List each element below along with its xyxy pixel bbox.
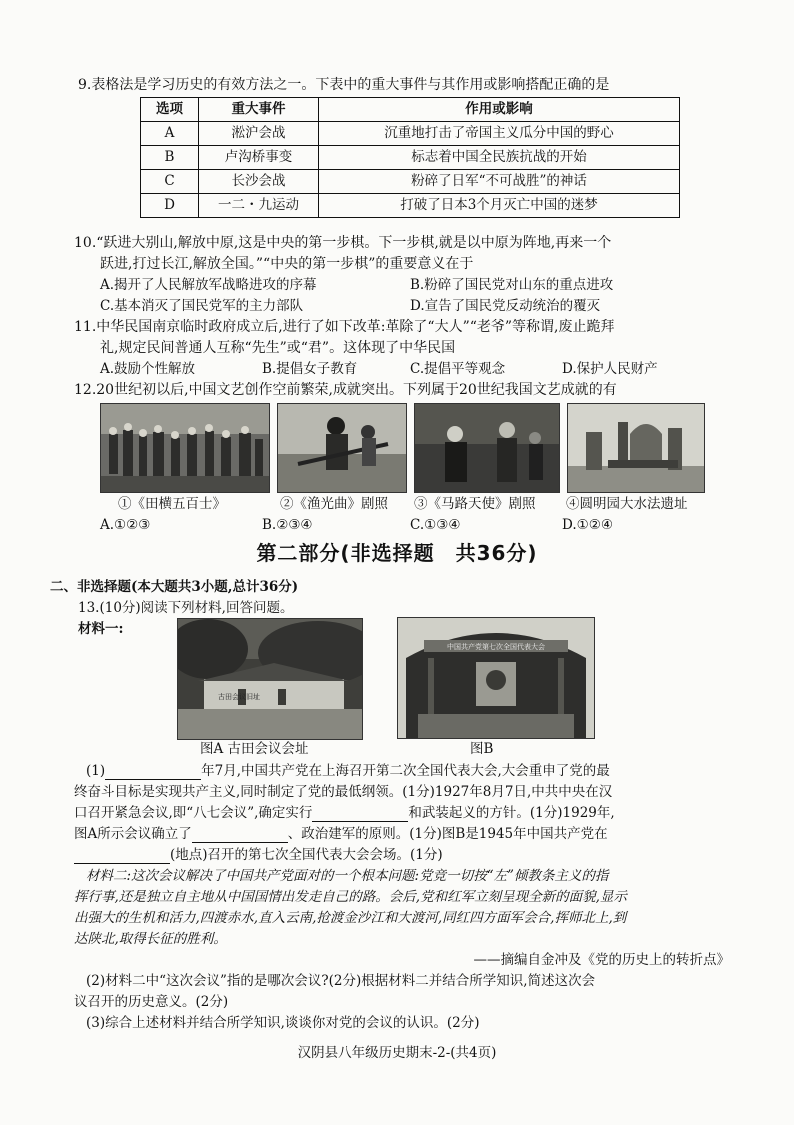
film-yu-guang-qu-image [277,403,407,493]
q13-part1-line4-a: 图A所示会议确立了 [74,826,192,842]
q12-option-a: A.①②③ [100,517,151,533]
cell-option: B [141,146,199,170]
q13-part1-line3-b: 和武装起义的方针。(1分)1929年, [408,805,615,821]
q11-stem-line2: 礼,规定民间普通人互称“先生”或“君”。这体现了中华民国 [100,340,456,356]
q10-option-c: C.基本消灭了国民党军的主力部队 [100,298,304,314]
table-row [141,122,680,146]
figA-caption: 图A 古田会议会址 [200,741,309,757]
material2-line1: 材料二:这次会议解决了中国共产党面对的一个根本问题:党竞一切按“左”倾教条主义的指 [86,868,609,884]
section-heading: 二、非选择题(本大题共3小题,总计36分) [50,579,299,595]
material1-label: 材料一: [78,621,124,637]
q10-option-a: A.揭开了人民解放军战略进攻的序幕 [100,277,317,293]
answer-blank[interactable] [192,828,288,843]
q10-option-d: D.宣告了国民党反动统治的覆灭 [410,298,601,314]
cell-effect: 标志着中国全民族抗战的开始 [319,146,680,170]
material2-line2: 挥行事,还是独立自主地从中国国情出发走自己的路。会后,党和红军立刻呈现全新的面貌,显示 [74,889,627,905]
caption-2: ②《渔光曲》剧照 [280,496,388,512]
q10-stem-line1: 10.“跃进大别山,解放中原,这是中央的第一步棋。下一步棋,就是以中原为阵地,再来一个 [74,235,612,251]
film-ma-lu-tian-shi-image [414,403,560,493]
material2-line3: 出强大的生机和活力,四渡赤水,直入云南,抢渡金沙江和大渡河,同红四方面军会合,挥师北上,到 [74,910,627,926]
header-event: 重大事件 [199,98,319,122]
header-option: 选项 [141,98,199,122]
answer-blank[interactable] [105,765,201,780]
q11-option-a: A.鼓励个性解放 [100,361,196,377]
q11-option-c: C.提倡平等观念 [410,361,506,377]
q13-part1-line5-text: (地点)召开的第七次全国代表大会会场。(1分) [170,847,443,863]
painting-tian-heng-image [100,403,270,493]
cell-option: C [141,170,199,194]
q12-option-b: B.②③④ [262,517,313,533]
cell-effect: 打破了日本3个月灭亡中国的迷梦 [319,194,680,218]
figB-caption: 图B [470,741,494,757]
page-footer: 汉阴县八年级历史期末-2-(共4页) [297,1045,497,1061]
q9-table [140,97,680,218]
gutian-site-image [177,618,363,740]
cell-event: 淞沪会战 [199,122,319,146]
q13-part1-line4 [74,825,734,843]
table-row [141,146,680,170]
q13-part1-line2: 终奋斗目标是实现共产主义,同时制定了党的最低纲领。(1分)1927年8月7日,中共中央在汉 [74,784,613,800]
cell-event: 一二・九运动 [199,194,319,218]
q11-option-d: D.保护人民财产 [562,361,658,377]
caption-4: ④圆明园大水法遗址 [566,496,688,512]
table-row [141,194,680,218]
q12-option-c: C.①③④ [410,517,461,533]
q13-part1-line1 [86,762,734,780]
q13-part1-line4-b: 、政治建军的原则。(1分)图B是1945年中国共产党在 [287,826,608,842]
q11-stem-line1: 11.中华民国南京临时政府成立后,进行了如下改革:革除了“大人”“老爷”等称谓,废止跪拜 [74,319,615,335]
q13-part1-line3 [74,804,734,822]
q13-part1-text: 年7月,中国共产党在上海召开第二次全国代表大会,大会重申了党的最 [201,763,610,779]
cell-effect: 粉碎了日军“不可战胜”的神话 [319,170,680,194]
answer-blank[interactable] [312,807,408,822]
header-effect: 作用或影响 [319,98,680,122]
q13-part3: (3)综合上述材料并结合所学知识,谈谈你对党的会议的认识。(2分) [86,1015,480,1031]
q13-part2-line2: 议召开的历史意义。(2分) [74,994,229,1010]
table-row [141,170,680,194]
seventh-congress-hall-image [397,617,595,739]
q13-stem: 13.(10分)阅读下列材料,回答问题。 [78,600,294,616]
q13-part1-line5 [74,846,734,864]
cell-option: D [141,194,199,218]
q9-stem: 9.表格法是学习历史的有效方法之一。下表中的重大事件与其作用或影响搭配正确的是 [78,77,610,93]
caption-1: ①《田横五百士》 [118,496,226,512]
cell-event: 卢沟桥事变 [199,146,319,170]
cell-effect: 沉重地打击了帝国主义瓜分中国的野心 [319,122,680,146]
cell-option: A [141,122,199,146]
table-header-row [141,98,680,122]
material2-source: ——摘编自金冲及《党的历史上的转折点》 [473,952,730,968]
q10-stem-line2: 跃进,打过长江,解放全国。”“中央的第一步棋”的重要意义在于 [100,256,474,272]
gutian-sign-text: 古田会议旧址 [218,693,260,701]
material2-line4: 达陕北,取得长征的胜利。 [74,931,227,947]
caption-3: ③《马路天使》剧照 [414,496,536,512]
cell-event: 长沙会战 [199,170,319,194]
q10-option-b: B.粉碎了国民党对山东的重点进攻 [410,277,614,293]
answer-blank[interactable] [74,849,170,864]
q13-part1-line3-a: 口召开紧急会议,即“八七会议”,确定实行 [74,805,313,821]
q13-part1-number: (1) [86,763,106,779]
q12-stem: 12.20世纪初以后,中国文艺创作空前繁荣,成就突出。下列属于20世纪我国文艺成就的有 [74,382,617,398]
yuanmingyuan-ruins-image [567,403,705,493]
part2-title: 第二部分(非选择题 共36分) [256,541,538,565]
q13-part2-line1: (2)材料二中“这次会议”指的是哪次会议?(2分)根据材料二并结合所学知识,简述这次会 [86,973,596,989]
q12-option-d: D.①②④ [562,517,613,533]
q11-option-b: B.提倡女子教育 [262,361,358,377]
congress-banner-text: 中国共产党第七次全国代表大会 [447,643,545,651]
